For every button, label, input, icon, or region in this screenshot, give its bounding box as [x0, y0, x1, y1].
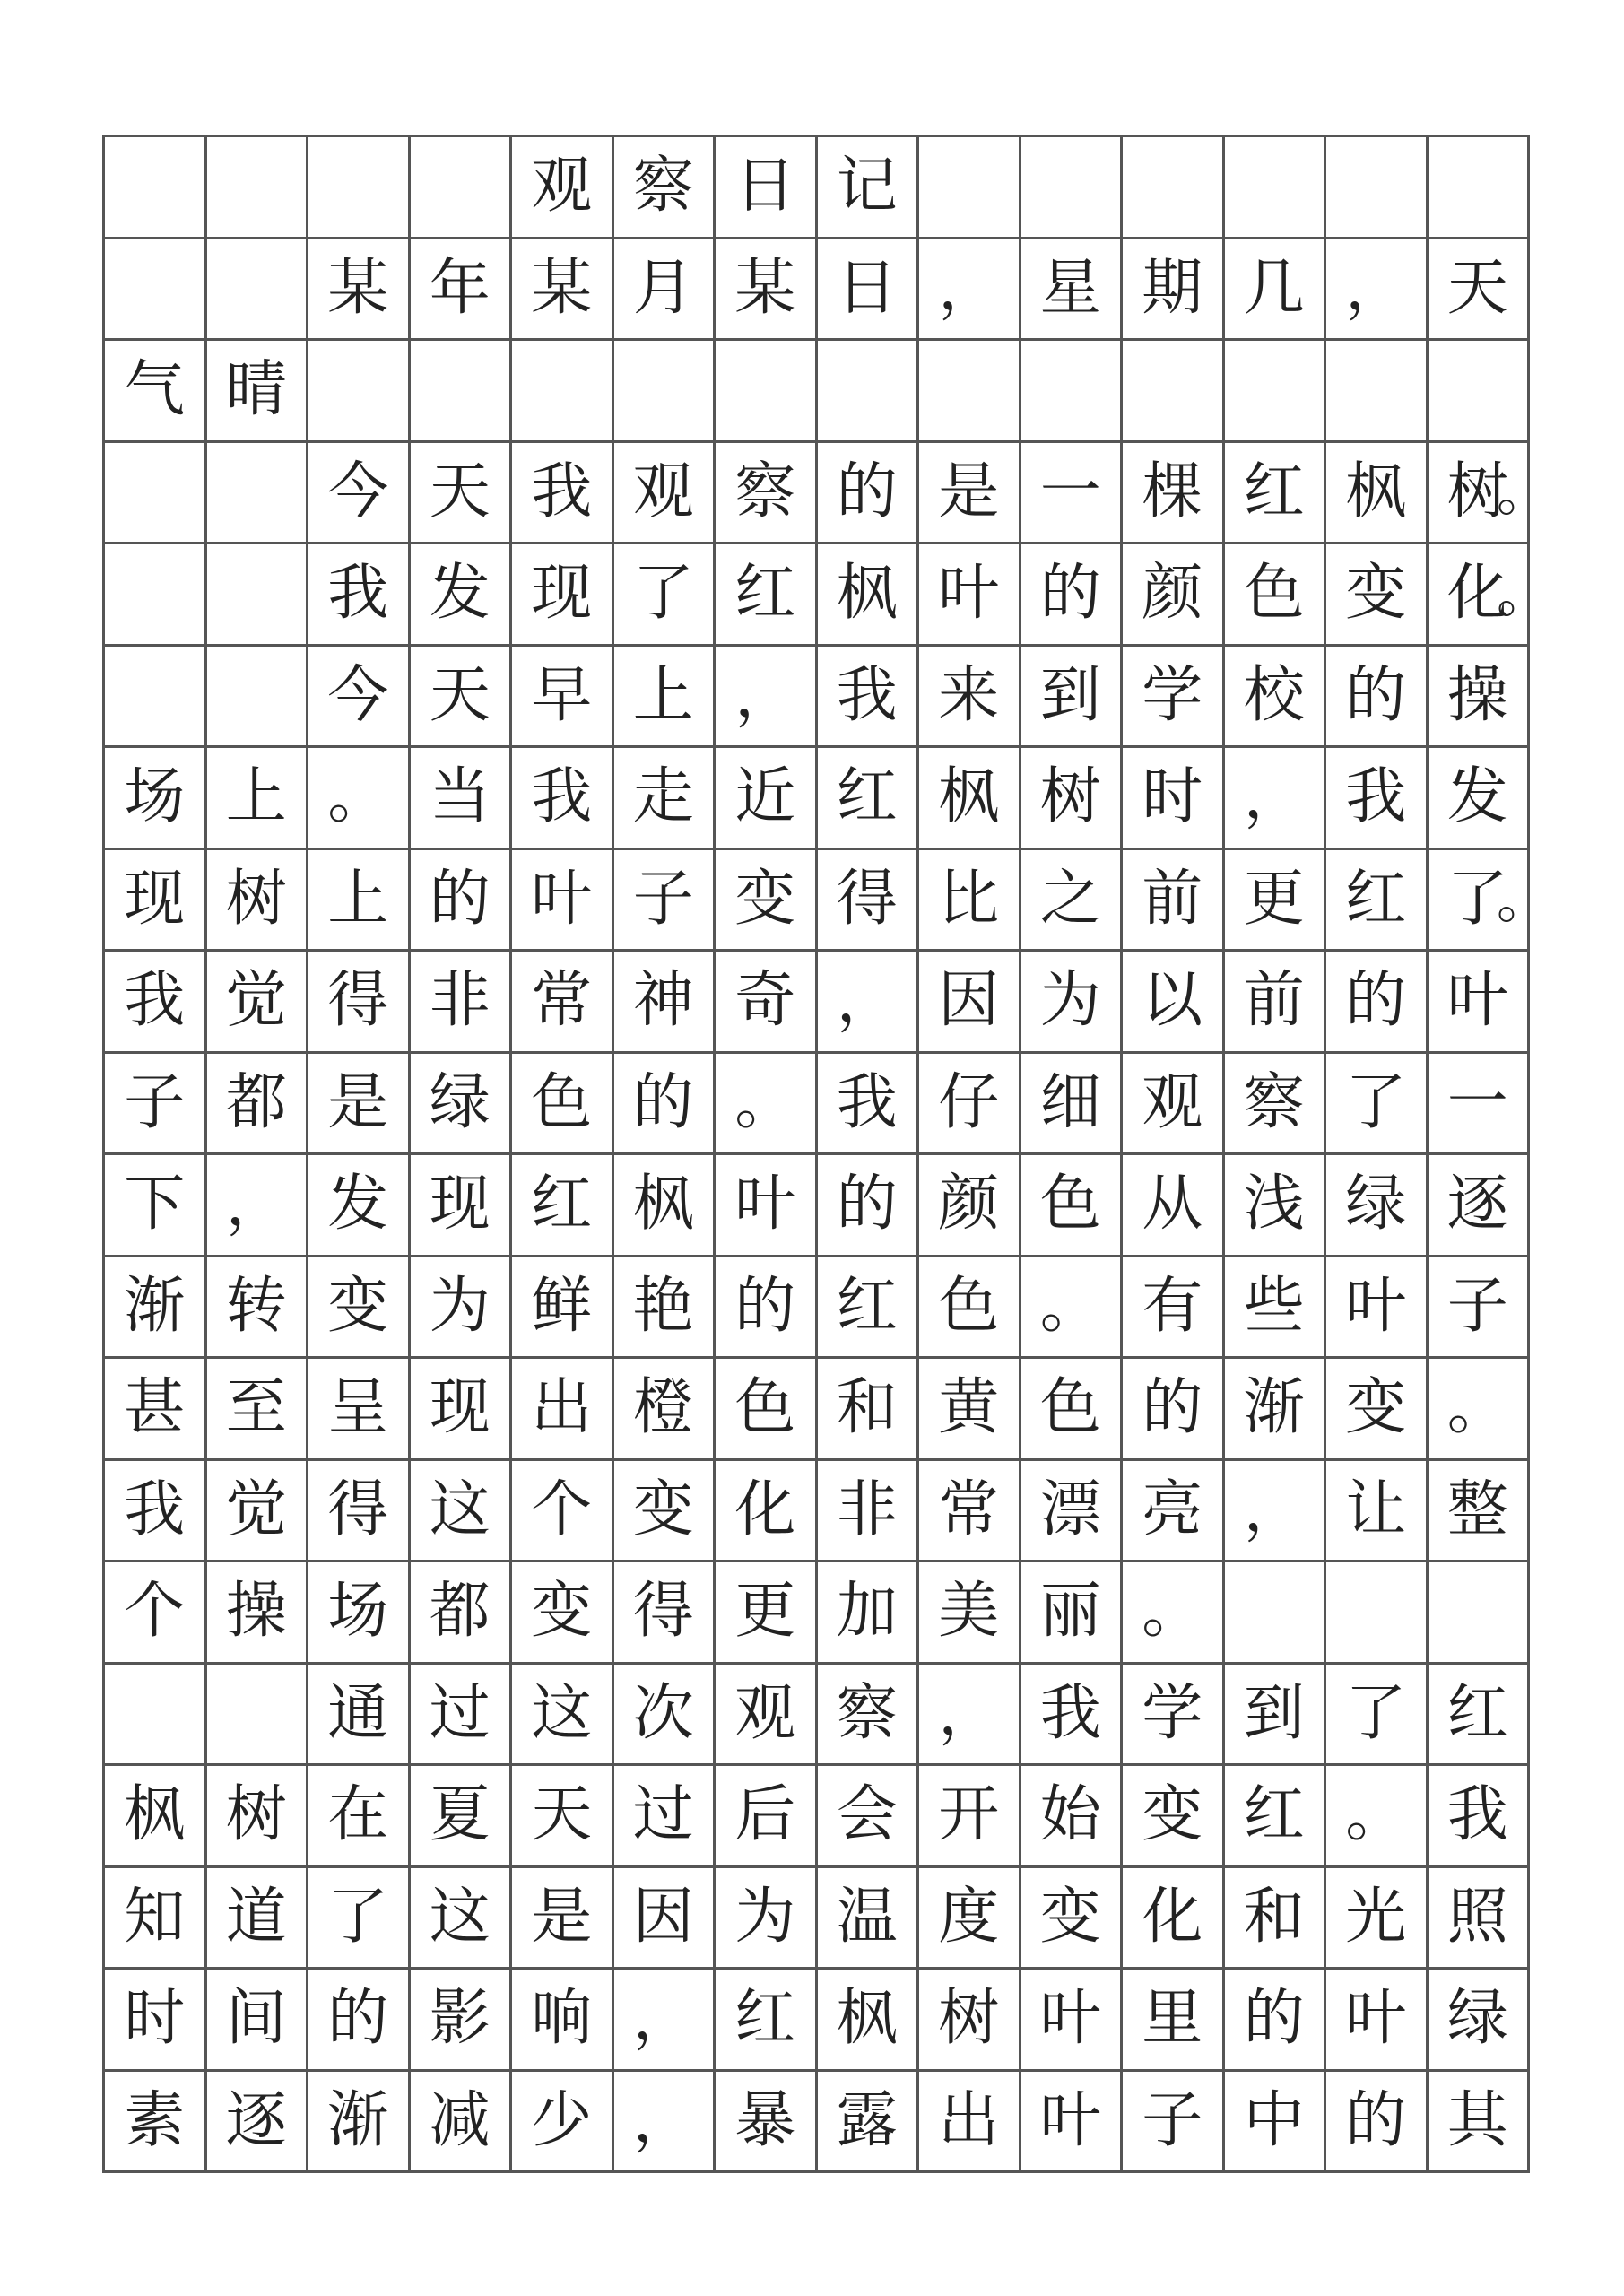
grid-cell-char: 察 [716, 443, 818, 545]
grid-cell-char: 我 [105, 952, 207, 1054]
grid-cell-char: 。 [1326, 1766, 1429, 1868]
grid-cell-empty [308, 137, 411, 239]
grid-cell-char: 发 [1429, 748, 1531, 850]
grid-cell-char: 察 [818, 1665, 920, 1767]
grid-cell-char: 发 [411, 544, 513, 647]
grid-cell-char: 一 [1429, 1054, 1531, 1156]
grid-cell-char: 化 [716, 1461, 818, 1563]
grid-cell-char: 少 [512, 2072, 614, 2174]
grid-cell-char: 渐 [1225, 1359, 1327, 1461]
grid-cell-char: 减 [411, 2072, 513, 2174]
grid-cell-char: 变 [1326, 1359, 1429, 1461]
grid-cell-char: 色 [1021, 1155, 1124, 1257]
grid-cell-char: 变 [614, 1461, 716, 1563]
grid-cell-char: 棵 [1123, 443, 1225, 545]
grid-cell-char: 叶 [716, 1155, 818, 1257]
grid-cell-char: 枫 [919, 748, 1021, 850]
grid-cell-empty [1123, 137, 1225, 239]
grid-cell-char: 的 [1326, 952, 1429, 1054]
grid-cell-empty [1021, 341, 1124, 443]
grid-cell-char: 的 [716, 1257, 818, 1360]
grid-cell-char: ， [614, 1970, 716, 2072]
grid-cell-char: 子 [614, 850, 716, 952]
grid-cell-char: 的 [818, 1155, 920, 1257]
grid-cell-char: 期 [1123, 239, 1225, 342]
grid-cell-char: 的 [818, 443, 920, 545]
grid-cell-char: 红 [818, 748, 920, 850]
grid-cell-char: ， [919, 1665, 1021, 1767]
grid-cell-char: 观 [614, 443, 716, 545]
grid-cell-char: 是 [308, 1054, 411, 1156]
grid-cell-char: 色 [919, 1257, 1021, 1360]
grid-cell-empty [411, 341, 513, 443]
grid-cell-char: 子 [1123, 2072, 1225, 2174]
grid-cell-char: 走 [614, 748, 716, 850]
grid-cell-char: 枫 [818, 1970, 920, 2072]
grid-cell-empty [1225, 1562, 1327, 1665]
grid-cell-char: 日 [818, 239, 920, 342]
grid-cell-char: 变 [1021, 1868, 1124, 1970]
grid-cell-char: 天 [1429, 239, 1531, 342]
grid-cell-char: 后 [716, 1766, 818, 1868]
grid-cell-char: ， [614, 2072, 716, 2174]
grid-cell-char: 枫 [1326, 443, 1429, 545]
grid-cell-char: 了 [1326, 1054, 1429, 1156]
grid-cell-char: 更 [716, 1562, 818, 1665]
grid-cell-char: 个 [512, 1461, 614, 1563]
grid-cell-char: ， [818, 952, 920, 1054]
grid-cell-empty [919, 341, 1021, 443]
grid-cell-char: 让 [1326, 1461, 1429, 1563]
grid-cell-char: 在 [308, 1766, 411, 1868]
grid-cell-char: 为 [1021, 952, 1124, 1054]
grid-cell-empty [1326, 137, 1429, 239]
grid-cell-char: ， [1225, 1461, 1327, 1563]
grid-cell-empty [1225, 137, 1327, 239]
grid-cell-empty [411, 137, 513, 239]
grid-cell-char: 红 [716, 1970, 818, 2072]
grid-cell-char: 时 [105, 1970, 207, 2072]
grid-cell-char: 变 [1123, 1766, 1225, 1868]
grid-cell-char: 个 [105, 1562, 207, 1665]
grid-cell-char: 橙 [614, 1359, 716, 1461]
grid-cell-char: 比 [919, 850, 1021, 952]
grid-cell-char: 是 [919, 443, 1021, 545]
grid-cell-char: 操 [207, 1562, 309, 1665]
grid-cell-empty [1429, 341, 1531, 443]
grid-cell-empty [1326, 1562, 1429, 1665]
grid-cell-char: 始 [1021, 1766, 1124, 1868]
grid-cell-empty [1326, 341, 1429, 443]
grid-cell-char: 当 [411, 748, 513, 850]
grid-cell-char: 某 [512, 239, 614, 342]
grid-cell-char: 校 [1225, 647, 1327, 749]
grid-cell-char: 的 [614, 1054, 716, 1156]
grid-cell-char: 红 [512, 1155, 614, 1257]
grid-cell-char: 得 [818, 850, 920, 952]
grid-cell-empty [207, 647, 309, 749]
grid-cell-empty [207, 544, 309, 647]
grid-cell-char: 到 [1021, 647, 1124, 749]
grid-cell-char: 中 [1225, 2072, 1327, 2174]
grid-cell-char: 绿 [1326, 1155, 1429, 1257]
grid-cell-char: 记 [818, 137, 920, 239]
grid-cell-char: 通 [308, 1665, 411, 1767]
grid-cell-char: 色 [512, 1054, 614, 1156]
grid-cell-char: 我 [105, 1461, 207, 1563]
grid-cell-char: 。 [1021, 1257, 1124, 1360]
grid-cell-char: 树 [207, 1766, 309, 1868]
grid-cell-char: 这 [512, 1665, 614, 1767]
grid-cell-char: 光 [1326, 1868, 1429, 1970]
grid-cell-char: 学 [1123, 647, 1225, 749]
grid-cell-char: 里 [1123, 1970, 1225, 2072]
grid-cell-char: 变 [308, 1257, 411, 1360]
grid-cell-char: 鲜 [512, 1257, 614, 1360]
grid-cell-char: 现 [411, 1155, 513, 1257]
grid-cell-char: 上 [207, 748, 309, 850]
grid-cell-empty [207, 137, 309, 239]
grid-cell-char: 开 [919, 1766, 1021, 1868]
grid-cell-empty [105, 647, 207, 749]
grid-cell-char: 学 [1123, 1665, 1225, 1767]
grid-cell-char: 的 [308, 1970, 411, 2072]
grid-cell-empty [919, 137, 1021, 239]
grid-cell-empty [308, 341, 411, 443]
grid-cell-char: 叶 [1021, 1970, 1124, 2072]
grid-cell-char: 奇 [716, 952, 818, 1054]
grid-cell-char: 红 [1429, 1665, 1531, 1767]
grid-cell-char: 我 [818, 1054, 920, 1156]
grid-cell-char: 我 [512, 443, 614, 545]
grid-cell-char: 我 [308, 544, 411, 647]
grid-cell-char: 天 [411, 647, 513, 749]
grid-cell-char: 上 [614, 647, 716, 749]
grid-cell-char: 晴 [207, 341, 309, 443]
grid-cell-char: 些 [1225, 1257, 1327, 1360]
grid-cell-char: 时 [1123, 748, 1225, 850]
grid-cell-char: 变 [1326, 544, 1429, 647]
grid-cell-char: 常 [512, 952, 614, 1054]
writing-grid [102, 135, 1550, 2173]
grid-cell-char: 红 [1326, 850, 1429, 952]
grid-cell-char: 场 [105, 748, 207, 850]
overflow-period: 。 [1497, 562, 1550, 626]
grid-cell-char: 。 [716, 1054, 818, 1156]
grid-cell-char: 艳 [614, 1257, 716, 1360]
grid-cell-char: 温 [818, 1868, 920, 1970]
grid-cell-empty [716, 341, 818, 443]
grid-cell-char: 观 [512, 137, 614, 239]
grid-cell-char: 暴 [716, 2072, 818, 2174]
grid-cell-char: 颜 [919, 1155, 1021, 1257]
grid-cell-char: 之 [1021, 850, 1124, 952]
grid-cell-empty [105, 544, 207, 647]
grid-cell-char: 今 [308, 443, 411, 545]
grid-cell-char: 其 [1429, 2072, 1531, 2174]
grid-cell-char: 红 [818, 1257, 920, 1360]
grid-cell-char: 亮 [1123, 1461, 1225, 1563]
grid-cell-char: 了 [1326, 1665, 1429, 1767]
grid-cell-empty [1429, 137, 1531, 239]
grid-cell-empty [207, 443, 309, 545]
grid-cell-char: 来 [919, 647, 1021, 749]
grid-cell-char: 至 [207, 1359, 309, 1461]
grid-cell-char: 素 [105, 2072, 207, 2174]
grid-cell-char: 丽 [1021, 1562, 1124, 1665]
grid-cell-char: 操 [1429, 647, 1531, 749]
grid-cell-char: 更 [1225, 850, 1327, 952]
grid-cell-char: 影 [411, 1970, 513, 2072]
grid-cell-char: 月 [614, 239, 716, 342]
grid-cell-char: 道 [207, 1868, 309, 1970]
grid-cell-char: 枫 [105, 1766, 207, 1868]
grid-cell-char: 现 [512, 544, 614, 647]
grid-cell-char: 我 [818, 647, 920, 749]
grid-cell-char: 以 [1123, 952, 1225, 1054]
grid-cell-char: 的 [1123, 1359, 1225, 1461]
grid-cell-char: 逐 [1429, 1155, 1531, 1257]
grid-cell-char: 近 [716, 748, 818, 850]
grid-cell-char: 神 [614, 952, 716, 1054]
grid-cell-char: 色 [716, 1359, 818, 1461]
grid-cell-char: 叶 [919, 544, 1021, 647]
grid-cell-char: 现 [411, 1359, 513, 1461]
grid-cell-char: 气 [105, 341, 207, 443]
grid-cell-char: 的 [1225, 1970, 1327, 2072]
grid-cell-empty [207, 1665, 309, 1767]
grid-cell-char: 呈 [308, 1359, 411, 1461]
grid-cell-char: 甚 [105, 1359, 207, 1461]
grid-cell-char: 叶 [1429, 952, 1531, 1054]
grid-cell-char: ， [919, 239, 1021, 342]
grid-cell-char: 叶 [1326, 1257, 1429, 1360]
grid-cell-char: 前 [1225, 952, 1327, 1054]
grid-cell-char: 日 [716, 137, 818, 239]
grid-cell-char: 非 [411, 952, 513, 1054]
grid-cell-char: 树 [919, 1970, 1021, 2072]
grid-cell-char: 了 。 [1429, 850, 1531, 952]
grid-cell-char: 子 [105, 1054, 207, 1156]
grid-cell-char: 是 [512, 1868, 614, 1970]
grid-cell-char: 场 [308, 1562, 411, 1665]
grid-cell-char: 到 [1225, 1665, 1327, 1767]
grid-cell-char: 。 [1123, 1562, 1225, 1665]
grid-cell-char: 某 [308, 239, 411, 342]
grid-cell-char: 红 [716, 544, 818, 647]
grid-cell-char: 漂 [1021, 1461, 1124, 1563]
grid-cell-char: 间 [207, 1970, 309, 2072]
grid-cell-char: 这 [411, 1868, 513, 1970]
grid-cell-char: 加 [818, 1562, 920, 1665]
grid-cell-empty [818, 341, 920, 443]
grid-cell-char: 觉 [207, 952, 309, 1054]
grid-cell-char: 度 [919, 1868, 1021, 1970]
grid-cell-char: 仔 [919, 1054, 1021, 1156]
grid-cell-char: 响 [512, 1970, 614, 2072]
grid-cell-char: 红 [1225, 443, 1327, 545]
grid-cell-empty [105, 443, 207, 545]
grid-cell-char: 和 [818, 1359, 920, 1461]
grid-cell-char: 次 [614, 1665, 716, 1767]
grid-cell-empty [105, 239, 207, 342]
grid-cell-char: 化 。 [1429, 544, 1531, 647]
grid-cell-char: 这 [411, 1461, 513, 1563]
grid-cell-char: 都 [207, 1054, 309, 1156]
grid-cell-char: 枫 [818, 544, 920, 647]
grid-cell-empty [614, 341, 716, 443]
grid-cell-char: 得 [308, 1461, 411, 1563]
grid-cell-char: 我 [1429, 1766, 1531, 1868]
grid-cell-char: 星 [1021, 239, 1124, 342]
grid-cell-char: 现 [105, 850, 207, 952]
grid-cell-char: 天 [411, 443, 513, 545]
grid-cell-char: 叶 [512, 850, 614, 952]
grid-cell-char: 为 [411, 1257, 513, 1360]
grid-cell-char: 为 [716, 1868, 818, 1970]
grid-cell-char: 因 [919, 952, 1021, 1054]
grid-cell-char: 和 [1225, 1868, 1327, 1970]
grid-cell-char: 树 [207, 850, 309, 952]
grid-cell-char: 的 [411, 850, 513, 952]
grid-cell-char: 观 [716, 1665, 818, 1767]
grid-cell-char: 渐 [105, 1257, 207, 1360]
grid-cell-empty [1429, 1562, 1531, 1665]
grid-cell-char: 早 [512, 647, 614, 749]
grid-cell-char: 一 [1021, 443, 1124, 545]
grid-cell-char: 观 [1123, 1054, 1225, 1156]
grid-cell-char: 色 [1225, 544, 1327, 647]
grid-cell-char: 下 [105, 1155, 207, 1257]
grid-cell-char: 转 [207, 1257, 309, 1360]
grid-cell-char: 细 [1021, 1054, 1124, 1156]
grid-cell-char: 整 [1429, 1461, 1531, 1563]
grid-cell-char: 察 [1225, 1054, 1327, 1156]
grid-cell-char: 。 [308, 748, 411, 850]
grid-cell-char: 照 [1429, 1868, 1531, 1970]
grid-cell-char: 美 [919, 1562, 1021, 1665]
grid-cell-char: 今 [308, 647, 411, 749]
grid-cell-char: 了 [614, 544, 716, 647]
grid-cell-char: 发 [308, 1155, 411, 1257]
grid-cell-char: 了 [308, 1868, 411, 1970]
grid-cell-char: 常 [919, 1461, 1021, 1563]
grid-cell-char: 我 [1326, 748, 1429, 850]
grid-cell-char: 过 [411, 1665, 513, 1767]
grid-cell-char: ， [1326, 239, 1429, 342]
grid-cell-char: ， [716, 647, 818, 749]
grid-cell-char: 树 [1021, 748, 1124, 850]
grid-cell-char: 的 [1326, 647, 1429, 749]
grid-cell-char: 出 [512, 1359, 614, 1461]
grid-cell-char: 非 [818, 1461, 920, 1563]
grid-cell-char: 都 [411, 1562, 513, 1665]
grid-cell-empty [105, 1665, 207, 1767]
grid-cell-char: 从 [1123, 1155, 1225, 1257]
grid-cell-char: 因 [614, 1868, 716, 1970]
grid-cell-char: ， [1225, 748, 1327, 850]
grid-cell-char: 绿 [1429, 1970, 1531, 2072]
grid-cell-char: 某 [716, 239, 818, 342]
grid-cell-char: 化 [1123, 1868, 1225, 1970]
grid-cell-char: ， [207, 1155, 309, 1257]
grid-cell-char: 浅 [1225, 1155, 1327, 1257]
grid-cell-char: 变 [512, 1562, 614, 1665]
grid-cell-char: 知 [105, 1868, 207, 1970]
grid-cell-char: 得 [614, 1562, 716, 1665]
grid-cell-char: 树 。 [1429, 443, 1531, 545]
grid-cell-char: 察 [614, 137, 716, 239]
grid-cell-char: 黄 [919, 1359, 1021, 1461]
grid-cell-empty [1123, 341, 1225, 443]
grid-cell-empty [207, 239, 309, 342]
grid-cell-char: 的 [1021, 544, 1124, 647]
grid-cell-char: 前 [1123, 850, 1225, 952]
grid-cell-char: 会 [818, 1766, 920, 1868]
grid-cell-char: 变 [716, 850, 818, 952]
grid-cell-char: 觉 [207, 1461, 309, 1563]
grid-cell-char: 上 [308, 850, 411, 952]
grid-cell-empty [105, 137, 207, 239]
grid-cell-char: 有 [1123, 1257, 1225, 1360]
grid-cell-char: 枫 [614, 1155, 716, 1257]
grid-cell-char: 。 [1429, 1359, 1531, 1461]
grid-cell-char: 出 [919, 2072, 1021, 2174]
overflow-period: 。 [1497, 867, 1550, 931]
grid-cell-char: 叶 [1326, 1970, 1429, 2072]
grid-cell-char: 逐 [207, 2072, 309, 2174]
grid-cell-char: 夏 [411, 1766, 513, 1868]
grid-cell-empty [1225, 341, 1327, 443]
grid-cell-char: 得 [308, 952, 411, 1054]
grid-cell-char: 天 [512, 1766, 614, 1868]
overflow-period: 。 [1497, 460, 1550, 524]
grid-cell-char: 颜 [1123, 544, 1225, 647]
grid-cell-char: 我 [1021, 1665, 1124, 1767]
grid-cell-char: 几 [1225, 239, 1327, 342]
grid-cell-char: 渐 [308, 2072, 411, 2174]
grid-cell-char: 我 [512, 748, 614, 850]
grid-cell-char: 年 [411, 239, 513, 342]
grid-cell-empty [512, 341, 614, 443]
grid-cell-char: 叶 [1021, 2072, 1124, 2174]
grid-cell-char: 的 [1326, 2072, 1429, 2174]
grid-cell-char: 过 [614, 1766, 716, 1868]
grid-cell-empty [1021, 137, 1124, 239]
grid-cell-char: 色 [1021, 1359, 1124, 1461]
grid-cell-char: 露 [818, 2072, 920, 2174]
grid-cell-char: 子 [1429, 1257, 1531, 1360]
grid-cell-char: 红 [1225, 1766, 1327, 1868]
grid-cell-char: 绿 [411, 1054, 513, 1156]
